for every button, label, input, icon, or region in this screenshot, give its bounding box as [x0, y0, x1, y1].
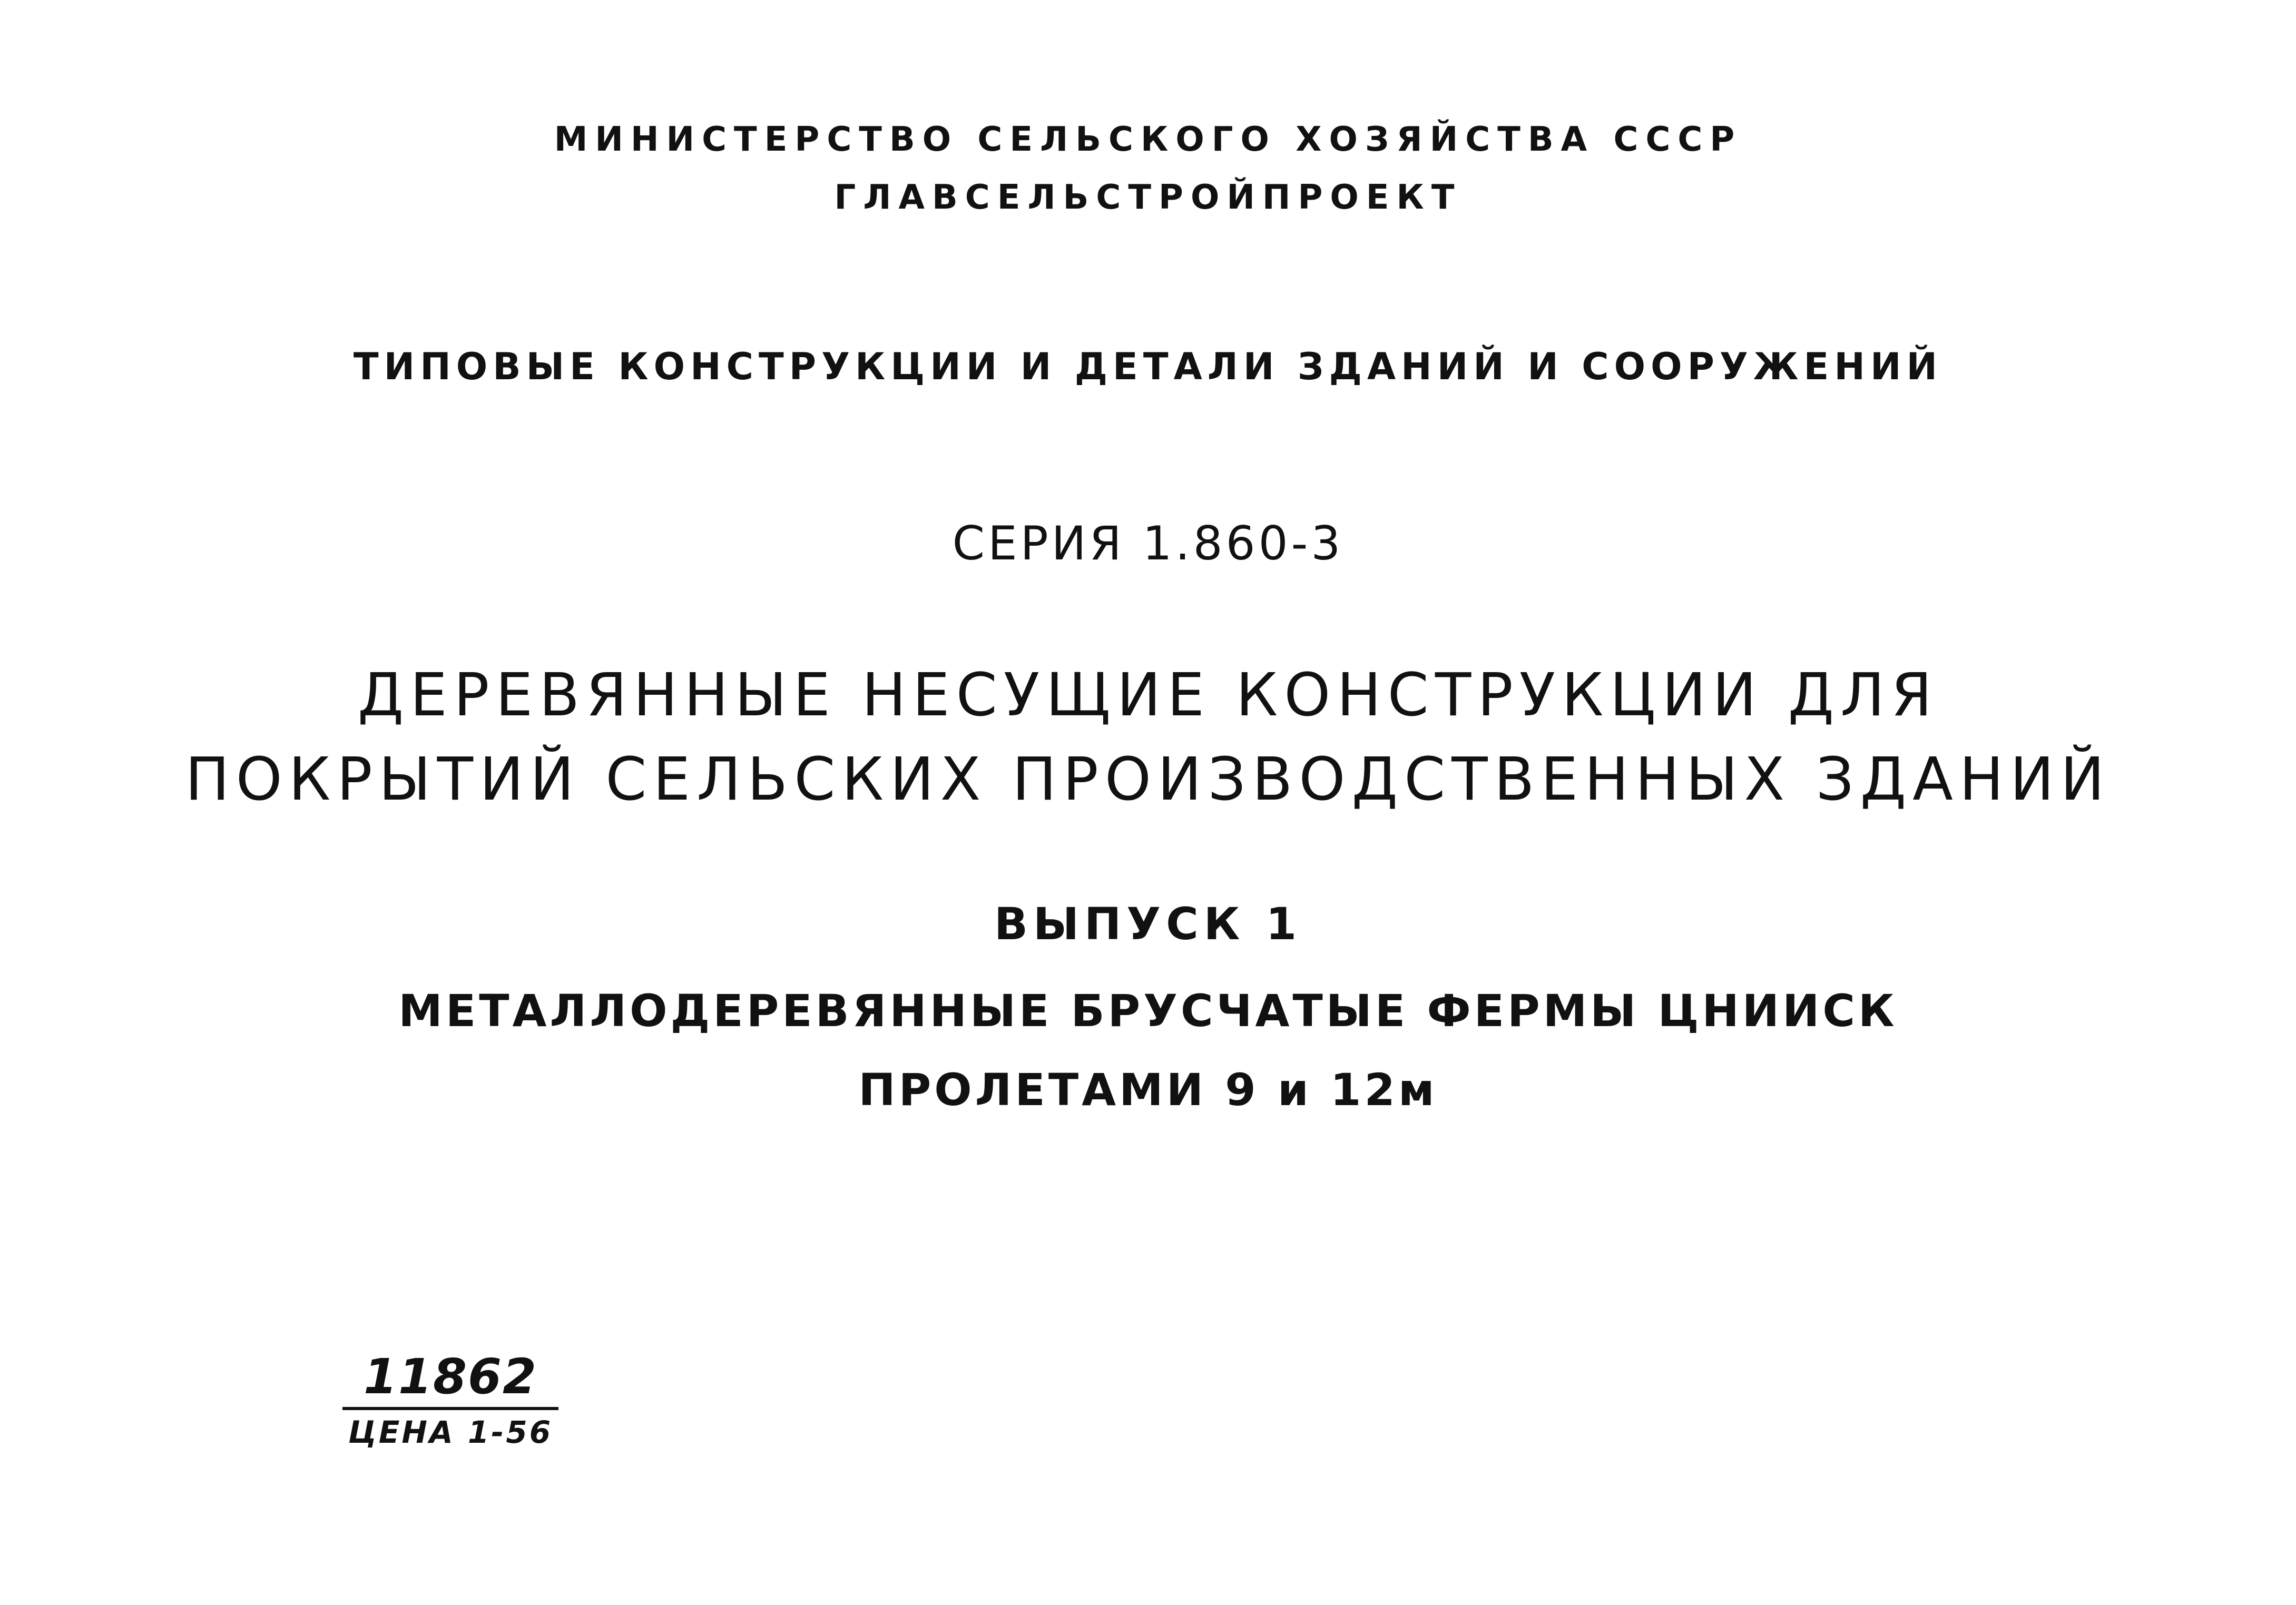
inventory-number: 11862 — [342, 1348, 558, 1410]
catalog-heading: ТИПОВЫЕ КОНСТРУКЦИИ И ДЕТАЛИ ЗДАНИЙ И СООРУЖЕНИЙ — [353, 345, 1943, 388]
subtitle-line-2: ПРОЛЕТАМИ 9 и 12м — [858, 1064, 1438, 1116]
series-number: СЕРИЯ 1.860-3 — [952, 516, 1344, 570]
institute-name: ГЛАВСЕЛЬСТРОЙПРОЕКТ — [834, 178, 1462, 217]
price-label: ЦЕНА 1-56 — [348, 1414, 553, 1450]
issue-number: ВЫПУСК 1 — [994, 898, 1302, 950]
document-title-line-2: ПОКРЫТИЙ СЕЛЬСКИХ ПРОИЗВОДСТВЕННЫХ ЗДАНИЙ — [185, 745, 2111, 814]
subtitle-line-1: МЕТАЛЛОДЕРЕВЯННЫЕ БРУСЧАТЫЕ ФЕРМЫ ЦНИИСК — [398, 985, 1898, 1037]
document-title-line-1: ДЕРЕВЯННЫЕ НЕСУЩИЕ КОНСТРУКЦИИ ДЛЯ — [357, 661, 1939, 730]
inventory-stamp — [342, 1348, 558, 1450]
ministry-name: МИНИСТЕРСТВО СЕЛЬСКОГО ХОЗЯЙСТВА СССР — [554, 120, 1742, 159]
